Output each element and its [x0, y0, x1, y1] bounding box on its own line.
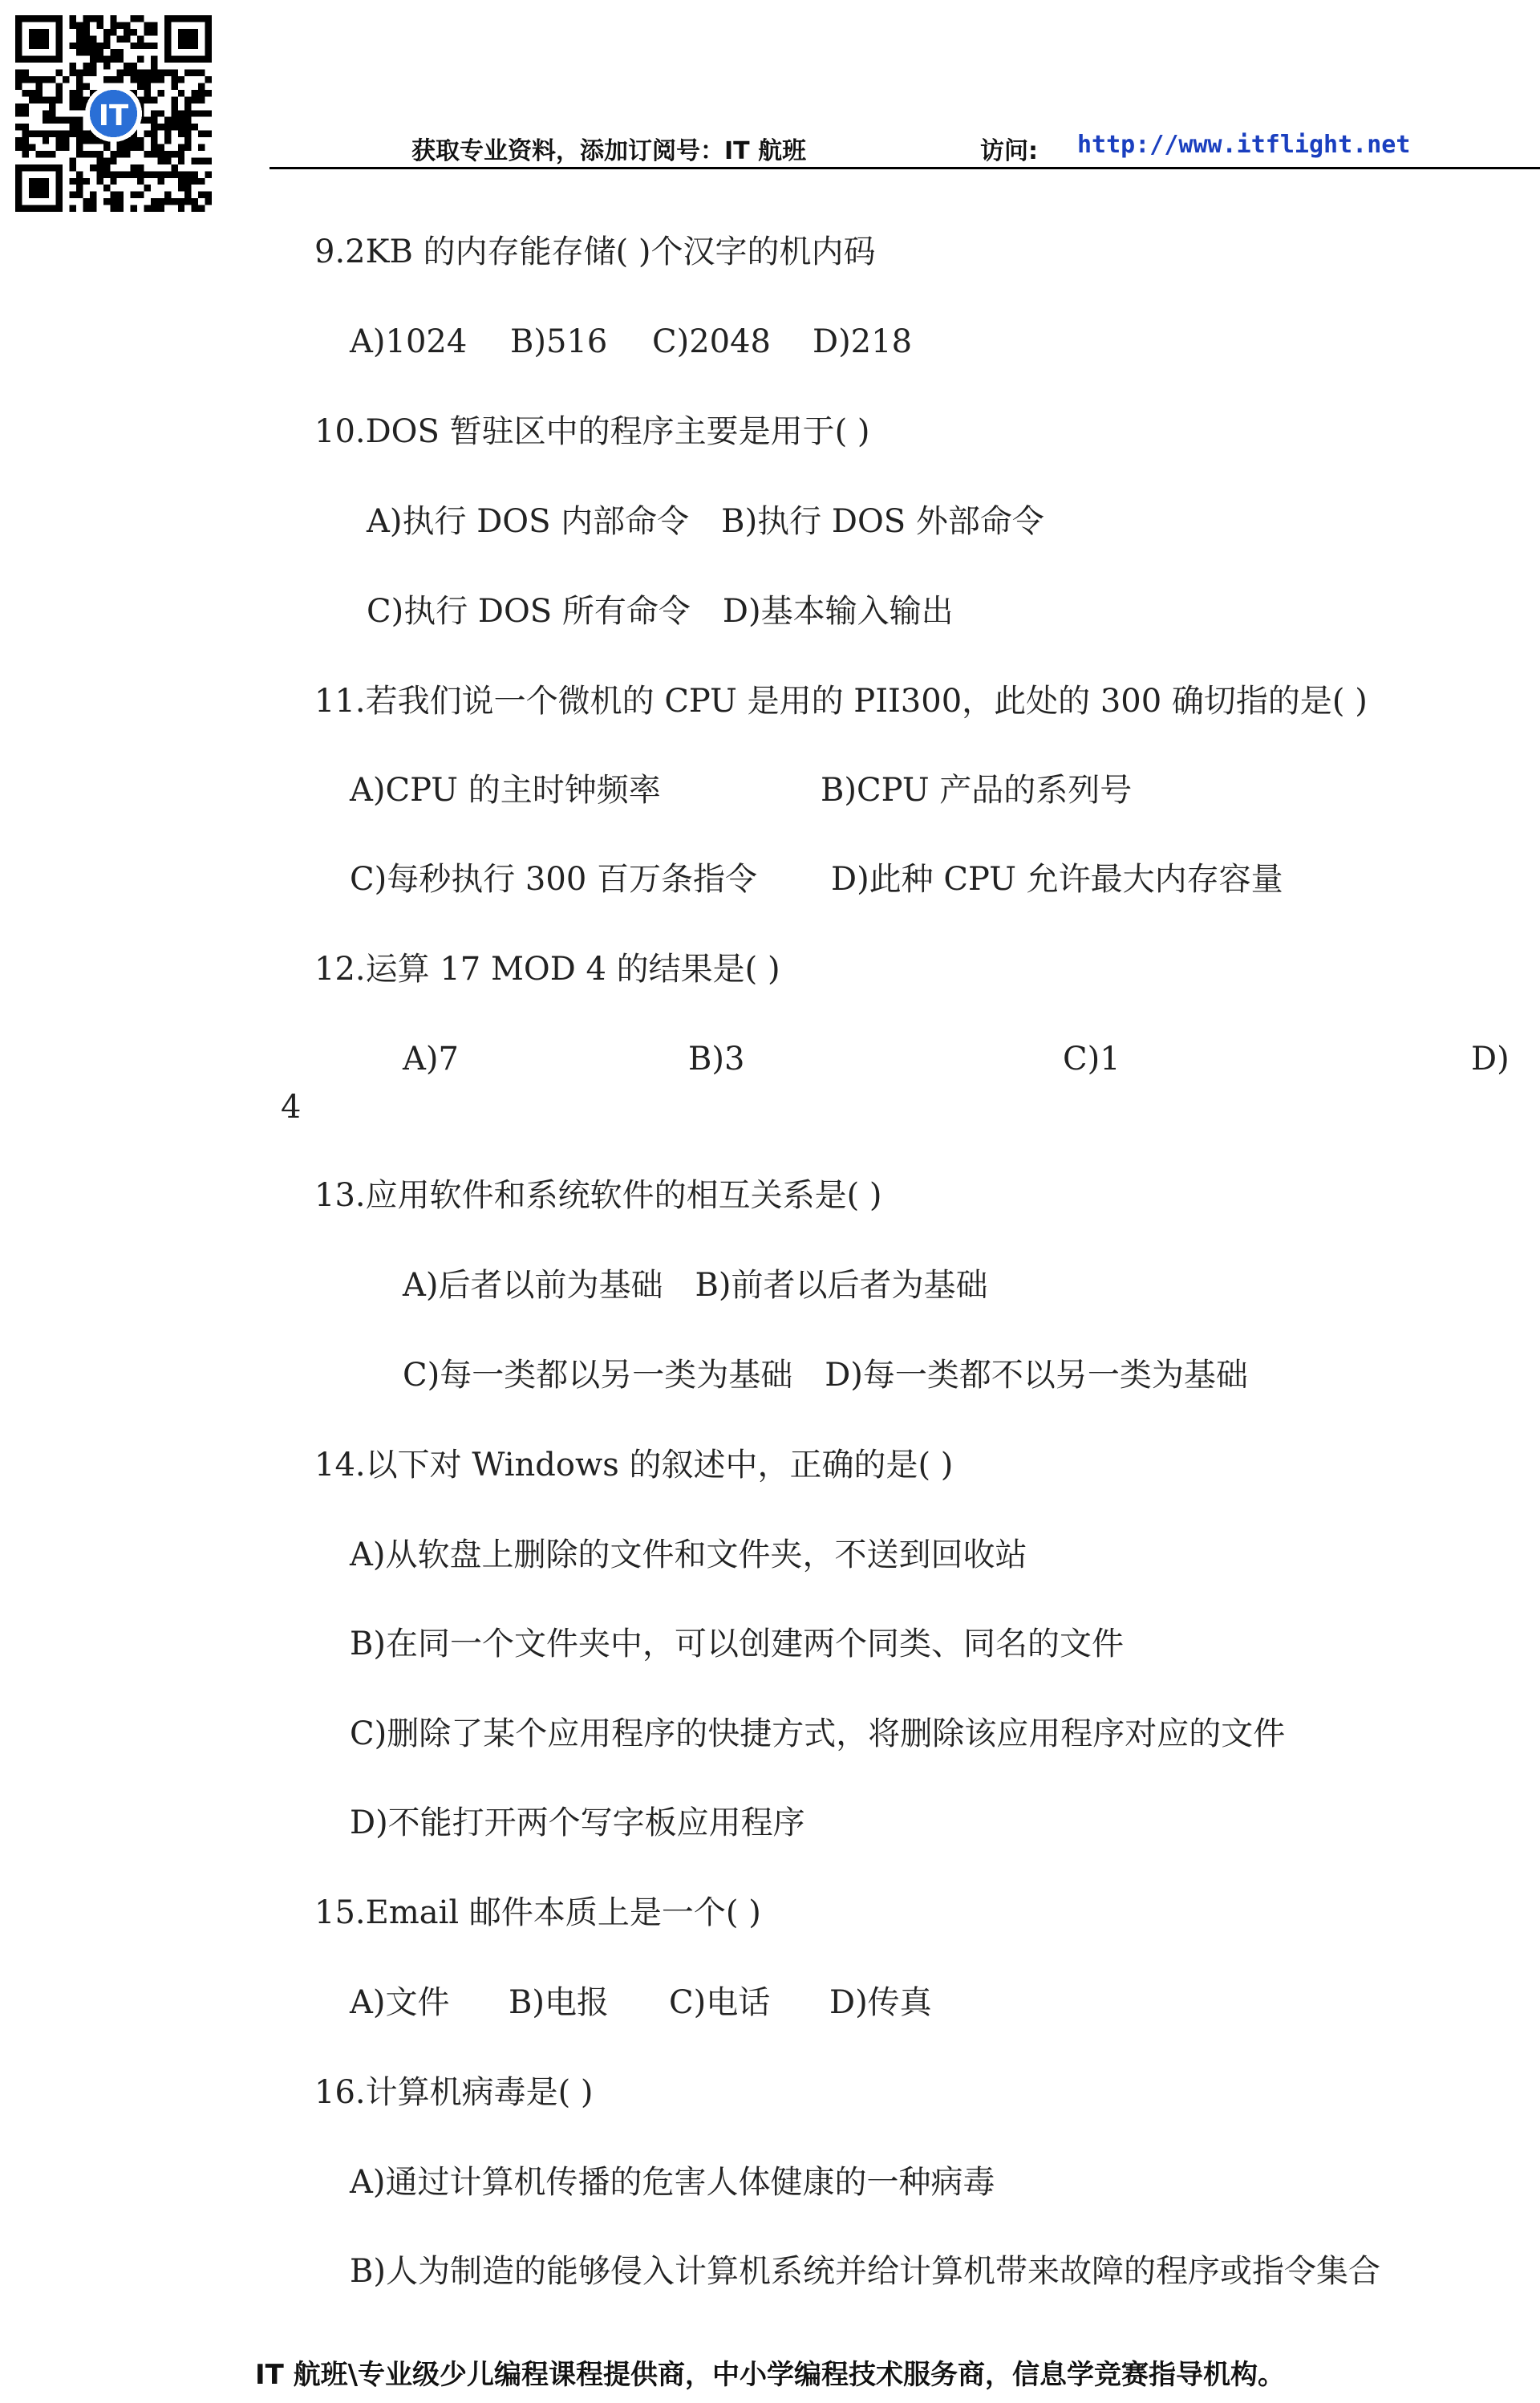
q16-option-b: B)人为制造的能够侵入计算机系统并给计算机带来故障的程序或指令集合 [350, 2253, 1380, 2290]
q10-stem: 10.DOS 暂驻区中的程序主要是用于( ) [314, 413, 870, 450]
header-divider [270, 167, 1540, 169]
q11-option-b: B)CPU 产品的系列号 [821, 772, 1133, 809]
q12-option-a: A)7 [403, 1041, 459, 1078]
q10-options-line2: C)执行 DOS 所有命令 D)基本输入输出 [367, 593, 954, 630]
page-header [0, 131, 1540, 163]
q9-option-c: C)2048 [652, 323, 772, 360]
qr-code [15, 15, 212, 212]
q14-option-c: C)删除了某个应用程序的快捷方式，将删除该应用程序对应的文件 [350, 1715, 1286, 1752]
page-footer: IT 航班\专业级少儿编程课程提供商，中小学编程技术服务商，信息学竞赛指导机构。 [254, 2359, 1286, 2391]
q12-option-d: D) [1471, 1041, 1510, 1078]
q12-option-c: C)1 [1063, 1041, 1121, 1078]
q12-option-b: B)3 [688, 1041, 745, 1078]
q14-option-d: D)不能打开两个写字板应用程序 [350, 1804, 805, 1841]
q10-options-line1: A)执行 DOS 内部命令 B)执行 DOS 外部命令 [367, 503, 1044, 540]
header-url-link[interactable]: http://www.itflight.net [1077, 131, 1411, 159]
q11-option-c: C)每秒执行 300 百万条指令 [350, 861, 757, 898]
q13-options-line1: A)后者以前为基础 B)前者以后者为基础 [403, 1267, 988, 1304]
q13-options-line2: C)每一类都以另一类为基础 D)每一类都不以另一类为基础 [403, 1357, 1248, 1394]
q12-stem: 12.运算 17 MOD 4 的结果是( ) [314, 951, 780, 988]
q11-option-a: A)CPU 的主时钟频率 [350, 772, 661, 809]
q9-option-d: D)218 [813, 323, 913, 360]
q12-option-d-value: 4 [281, 1089, 302, 1126]
header-visit-label: 访问: [980, 137, 1038, 165]
q14-option-a: A)从软盘上删除的文件和文件夹，不送到回收站 [350, 1536, 1027, 1573]
q15-option-d: D)传真 [829, 1984, 932, 2021]
q15-option-b: B)电报 [509, 1984, 609, 2021]
q15-stem: 15.Email 邮件本质上是一个( ) [314, 1894, 761, 1931]
q16-option-a: A)通过计算机传播的危害人体健康的一种病毒 [350, 2164, 995, 2201]
q15-option-c: C)电话 [669, 1984, 771, 2021]
q14-option-b: B)在同一个文件夹中，可以创建两个同类、同名的文件 [350, 1626, 1124, 1662]
q16-stem: 16.计算机病毒是( ) [314, 2074, 594, 2111]
q15-option-a: A)文件 [350, 1984, 450, 2021]
q9-option-a: A)1024 [350, 323, 468, 360]
qr-logo-text: IT [98, 99, 129, 132]
q14-stem: 14.以下对 Windows 的叙述中，正确的是( ) [314, 1447, 954, 1484]
q9-option-b: B)516 [510, 323, 608, 360]
q13-stem: 13.应用软件和系统软件的相互关系是( ) [314, 1177, 882, 1214]
q11-stem: 11.若我们说一个微机的 CPU 是用的 PII300，此处的 300 确切指的是( ) [314, 683, 1368, 720]
q11-option-d: D)此种 CPU 允许最大内存容量 [831, 861, 1283, 898]
q9-stem: 9.2KB 的内存能存储( )个汉字的机内码 [314, 233, 876, 270]
header-promo: 获取专业资料，添加订阅号：IT 航班 [411, 137, 807, 165]
